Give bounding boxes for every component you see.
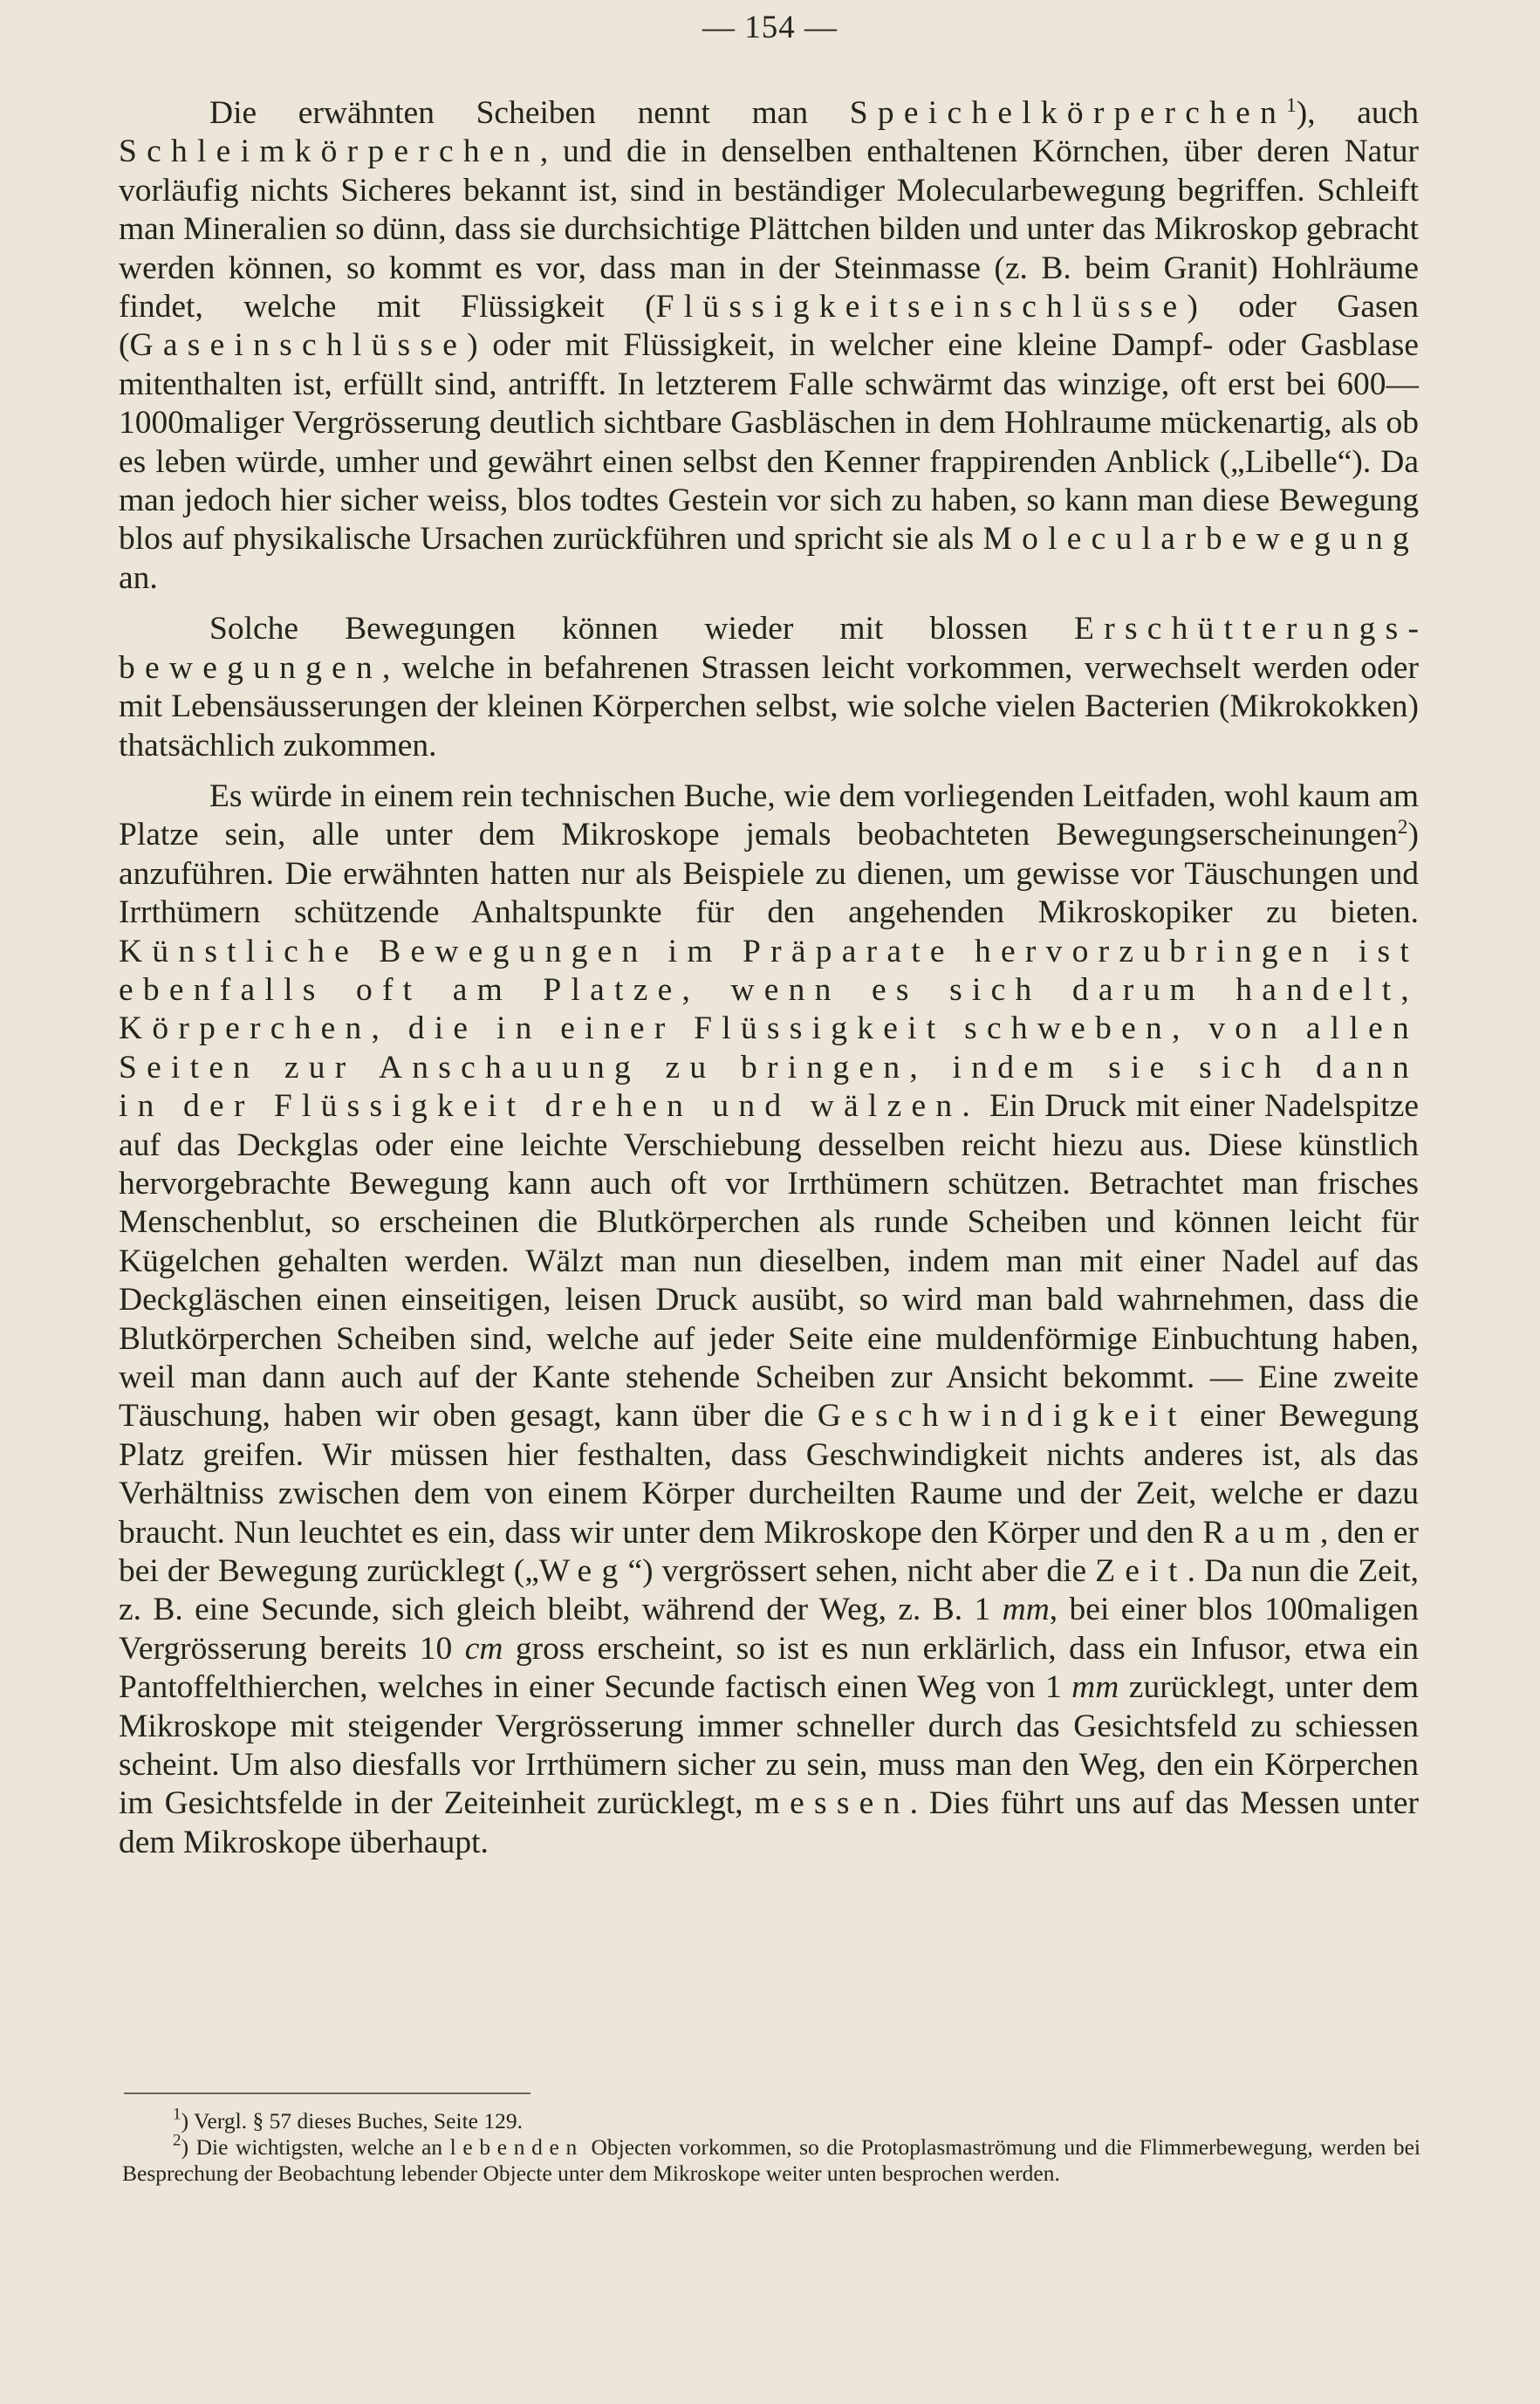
p3-text-o: , bei einer blos 100maligen Vergrösserung bereits 10 xyxy=(119,1592,1419,1667)
p2-text-a: Solche Bewegungen können wieder mit blossen xyxy=(209,611,1075,647)
footnote-ref-2: 2 xyxy=(1397,816,1408,839)
p1-text-d: ), auch xyxy=(1296,95,1419,131)
footnote-1-marker: 1 xyxy=(173,2105,181,2124)
p3-text-u: . Dies führt uns auf das Messen unter dem Mikroskope überhaupt. xyxy=(119,1785,1420,1860)
term-molecularbewegung: Molecularbewegung xyxy=(982,521,1419,558)
p3-text-k: “) vergrössert sehen, nicht aber die xyxy=(627,1553,1096,1590)
term-schleimkoerperchen: Schleimkörperchen xyxy=(119,134,540,170)
p3-text-s: zurücklegt, unter dem Mikroskope mit steigender Vergrösserung immer schneller durch das Gesichtsfeld zu schiessen scheint. Um also diesfalls vor Irrthümern sicher zu sein, muss man den Weg, den ein Körperchen im Gesichtsfelde in der Zeiteinheit zurücklegt, xyxy=(119,1669,1419,1822)
spaced-sentence-kuenstliche-bewegungen: Künstliche Bewegungen im Präparate hervorzubringen ist ebenfalls oft am Platze, wenn es sich darum handelt, Körperchen, die in einer Flüssigkeit schweben, von allen Seiten zur Anschauung zu bringen, indem sie sich dann in der Flüssigkeit drehen und wälzen. xyxy=(119,933,1419,1125)
p3-text-c: ) anzuführen. Die erwähnten hatten nur als Beispiele zu dienen, um gewisse vor Täuschungen und Irrthümern schützende Anhaltspunkte für den angehenden Mikroskopiker zu bieten. xyxy=(119,817,1419,931)
footnote-2 xyxy=(122,2131,1420,2187)
p1-text-j: ) oder mit Flüssigkeit, in welcher eine kleine Dampf- oder Gasblase mitenthalten ist, erfüllt sind, antrifft. In letzterem Falle schwärmt das winzige, oft erst bei 600—1000maliger Vergrösserung deutlich sichtbare Gasbläschen in dem Hohlraume mückenartig, als ob es leben würde, umher und gewährt einen selbst den Kenner frappirenden Anblick („Libelle“). Da man jedoch hier sicher weiss, blos todtes Gestein vor sich zu haben, so kann man diese Bewegung blos auf physikalische Ursachen zurückführen und spricht sie als xyxy=(119,327,1419,558)
paragraph-3 xyxy=(119,777,1419,1862)
term-messen: messen xyxy=(754,1785,910,1822)
p1-text-a: Die erwähnten Scheiben nennt man xyxy=(209,95,850,131)
page-number: — 154 — xyxy=(702,10,838,45)
term-weg: Weg xyxy=(538,1553,628,1590)
term-lebenden: lebenden xyxy=(449,2134,584,2160)
footnotes xyxy=(122,2105,1420,2187)
footnote-ref-1: 1 xyxy=(1286,94,1297,118)
p3-text-q: gross erscheint, so ist es nun erklärlich, dass ein Infusor, etwa ein Pantoffelthierchen, welches in einer Secunde factisch einen Weg von 1 xyxy=(119,1630,1419,1706)
footnote-2-text-a: ) Die wichtigsten, welche an xyxy=(181,2134,450,2160)
footnote-1 xyxy=(122,2105,1420,2134)
p3-text-m: . Da nun die Zeit, z. B. eine Secunde, sich gleich bleibt, während der Weg, z. B. 1 xyxy=(119,1553,1420,1628)
p3-text-e: Ein Druck mit einer Nadelspitze auf das Deckglas oder eine leichte Verschiebung desselben reicht hiezu aus. Diese künstlich hervorgebrachte Bewegung kann auch oft vor Irrthümern schützen. Betrachtet man frisches Menschenblut, so erscheinen die Blutkörperchen als runde Scheiben und können leicht für Kügelchen gehalten werden. Wälzt man nun dieselben, indem man mit einer Nadel auf das Deckgläschen einen einseitigen, leisen Druck ausübt, so wird man bald wahrnehmen, dass die Blutkörperchen Scheiben sind, welche auf jeder Seite eine muldenförmige Einbuchtung haben, weil man dann auch auf der Kante stehende Scheiben zur Ansicht bekommt. — Eine zweite Täuschung, haben wir oben gesagt, kann über die xyxy=(119,1088,1419,1435)
term-gaseinschluesse: Gaseinschlüsse xyxy=(129,327,468,364)
unit-mm-1: mm xyxy=(1002,1592,1050,1628)
p2-text-c: , welche in befahrenen Strassen leicht vorkommen, verwechselt werden oder mit Lebensäusserungen der kleinen Körperchen selbst, wie solche vielen Bacterien (Mikrokokken) thatsächlich zukommen. xyxy=(119,649,1419,764)
p3-text-a: Es würde in einem rein technischen Buche, wie dem vorliegenden Leitfaden, wohl kaum am Platze sein, alle unter dem Mikroskope jemals beobachteten Bewegungserscheinungen xyxy=(119,777,1419,853)
footnote-2-text-c: Objecten vorkommen, so die Protoplasmaströmung und die Flimmerbewegung, werden bei Besprechung der Beobachtung lebender Objecte unter dem Mikroskope weiter unten besprochen werden. xyxy=(122,2134,1420,2186)
footnote-2-marker: 2 xyxy=(173,2131,181,2150)
p1-text-h: ) oder Gasen ( xyxy=(119,289,1419,364)
term-geschwindigkeit: Geschwindigkeit xyxy=(817,1398,1187,1435)
unit-mm-2: mm xyxy=(1071,1669,1119,1706)
paragraph-1 xyxy=(119,94,1419,598)
paragraph-2 xyxy=(119,610,1419,765)
p1-text-l: an. xyxy=(119,559,158,596)
unit-cm: cm xyxy=(464,1630,503,1667)
p3-text-g: einer Bewegung Platz greifen. Wir müssen hier festhalten, dass Geschwindigkeit nichts anderes ist, als das Verhältniss zwischen dem von einem Körper durcheilten Raume und der Zeit, welche er dazu braucht. Nun leuchtet es ein, dass wir unter dem Mikroskope den Körper und den xyxy=(119,1398,1420,1551)
p3-text-i: , den er bei der Bewegung zurücklegt („ xyxy=(119,1514,1419,1590)
p1-text-f: , und die in denselben enthaltenen Körnchen, über deren Natur vorläufig nichts Sicheres bekannt ist, sind in beständiger Molecularbewegung begriffen. Schleift man Mineralien so dünn, dass sie durchsichtige Plättchen bilden und unter das Mikroskop gebracht werden können, so kommt es vor, dass man in der Steinmasse (z. B. beim Granit) Hohlräume findet, welche mit Flüssigkeit ( xyxy=(119,134,1419,325)
footnote-divider xyxy=(124,2092,530,2094)
footnote-1-text: ) Vergl. § 57 dieses Buches, Seite 129. xyxy=(181,2108,523,2133)
main-text xyxy=(119,94,1419,1862)
term-fluessigkeitseinschluesse: Flüssigkeitseinschlüsse xyxy=(655,289,1188,325)
term-raum: Raum xyxy=(1202,1514,1320,1551)
term-erschuetterungsbewegungen: Erschütterungsbewegungen xyxy=(119,611,1419,686)
term-zeit: Zeit xyxy=(1095,1553,1188,1590)
term-speichelkoerperchen: Speichelkörperchen xyxy=(849,95,1287,131)
